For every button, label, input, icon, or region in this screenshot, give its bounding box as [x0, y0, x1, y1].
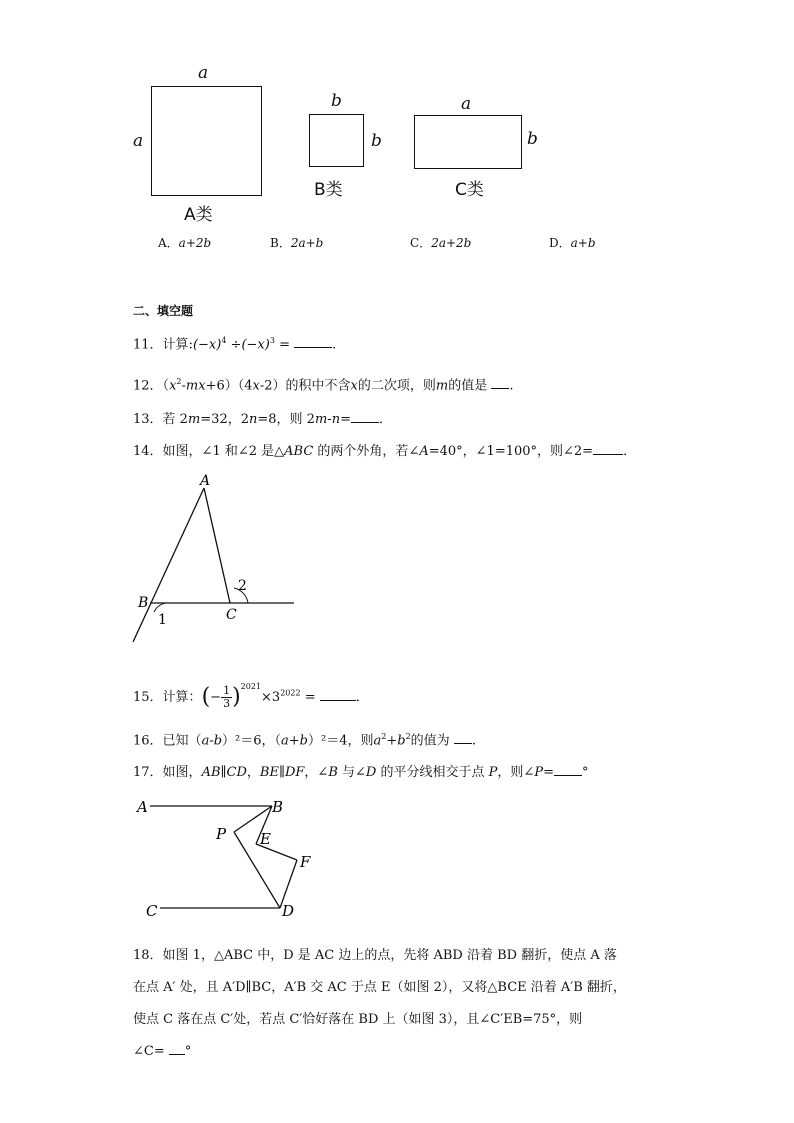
caption-b: B类 — [314, 180, 343, 200]
point-c: C — [146, 902, 158, 920]
vertex-a: A — [200, 473, 211, 489]
question-11: 11．计算$:(-x)^4 \div(-x)^3$ = . — [133, 336, 337, 353]
angle-1-label: 1 — [158, 612, 167, 628]
figure-q10 — [0, 0, 794, 230]
point-a: A — [137, 798, 148, 816]
q10-option-a: A．a+2b — [158, 236, 212, 250]
answer-blank — [351, 410, 379, 423]
q10-option-b: B．2a+b — [270, 236, 324, 250]
point-e: E — [260, 830, 271, 848]
answer-blank — [554, 763, 582, 776]
angle-2-label: 2 — [238, 578, 247, 594]
answer-blank — [491, 376, 509, 389]
rect-c — [414, 115, 522, 169]
point-b: B — [272, 798, 284, 816]
point-f: F — [300, 853, 311, 871]
question-18 — [133, 940, 626, 1068]
answer-blank — [593, 442, 623, 455]
question-15: 15．计算：(− $\frac{1}{3}$ )$^{2021}\times 3^{2022}$ = ． — [133, 682, 369, 710]
label-a-top: a — [198, 63, 209, 83]
figure-q17 — [130, 792, 330, 922]
question-12: 12．$(x^2-mx+6)(4x-2)$的积中不含x的二次项，则m的值是 . — [133, 377, 514, 394]
question-17: 17．如图，AB∥CD，BE∥DF，∠B 与∠D 的平分线相交于点 P，则∠P= ° — [133, 765, 589, 780]
question-14: 14．如图，∠1 和∠2 是△ABC 的两个外角，若∠A=40°，∠1=100°，则∠2= ． — [133, 444, 637, 459]
q18-line-3: 使点 C 落在点 C′处，若点 C′恰好落在 BD 上（如图 3），且∠C′EB=75°，则 — [133, 1012, 583, 1027]
label-c-right: b — [527, 129, 538, 149]
answer-blank — [294, 335, 332, 348]
q18-line-2: 在点 A′ 处，且 A′D∥BC，A′B 交 AC 于点 E（如图 2），又将△BCE 沿着 A′B 翻折， — [133, 980, 626, 995]
q18-line-1: 18．如图 1，△ABC 中，D 是 AC 边上的点，先将 ABD 沿着 BD 翻折，使点 A 落 — [133, 948, 617, 963]
answer-blank — [320, 688, 356, 701]
label-b-top: b — [331, 91, 342, 111]
square-a — [151, 86, 262, 196]
point-p: P — [216, 825, 227, 843]
figure-q14 — [120, 470, 310, 650]
answer-blank — [169, 1042, 185, 1055]
square-b — [309, 114, 364, 167]
question-13: 13．若 2m=32，2n=8，则 2m-n= ． — [133, 412, 392, 427]
point-d: D — [282, 902, 295, 920]
vertex-b: B — [138, 595, 149, 611]
q18-line-4: ∠C= ° — [133, 1044, 192, 1059]
caption-c: C类 — [455, 180, 484, 200]
q10-option-d: D．a+b — [549, 236, 596, 250]
q10-option-c: C．2a+2b — [410, 236, 472, 250]
answer-blank — [454, 731, 472, 744]
label-c-top: a — [461, 94, 472, 114]
label-b-right: b — [371, 131, 382, 151]
label-a-left: a — [133, 131, 144, 151]
question-16: 16．已知（a-b）²＝6，（a+b）²＝4，则$a^2+b^2$的值为 . — [133, 732, 476, 749]
caption-a: A类 — [184, 205, 213, 225]
section-title: 二、填空题 — [133, 304, 194, 318]
vertex-c: C — [226, 607, 237, 623]
